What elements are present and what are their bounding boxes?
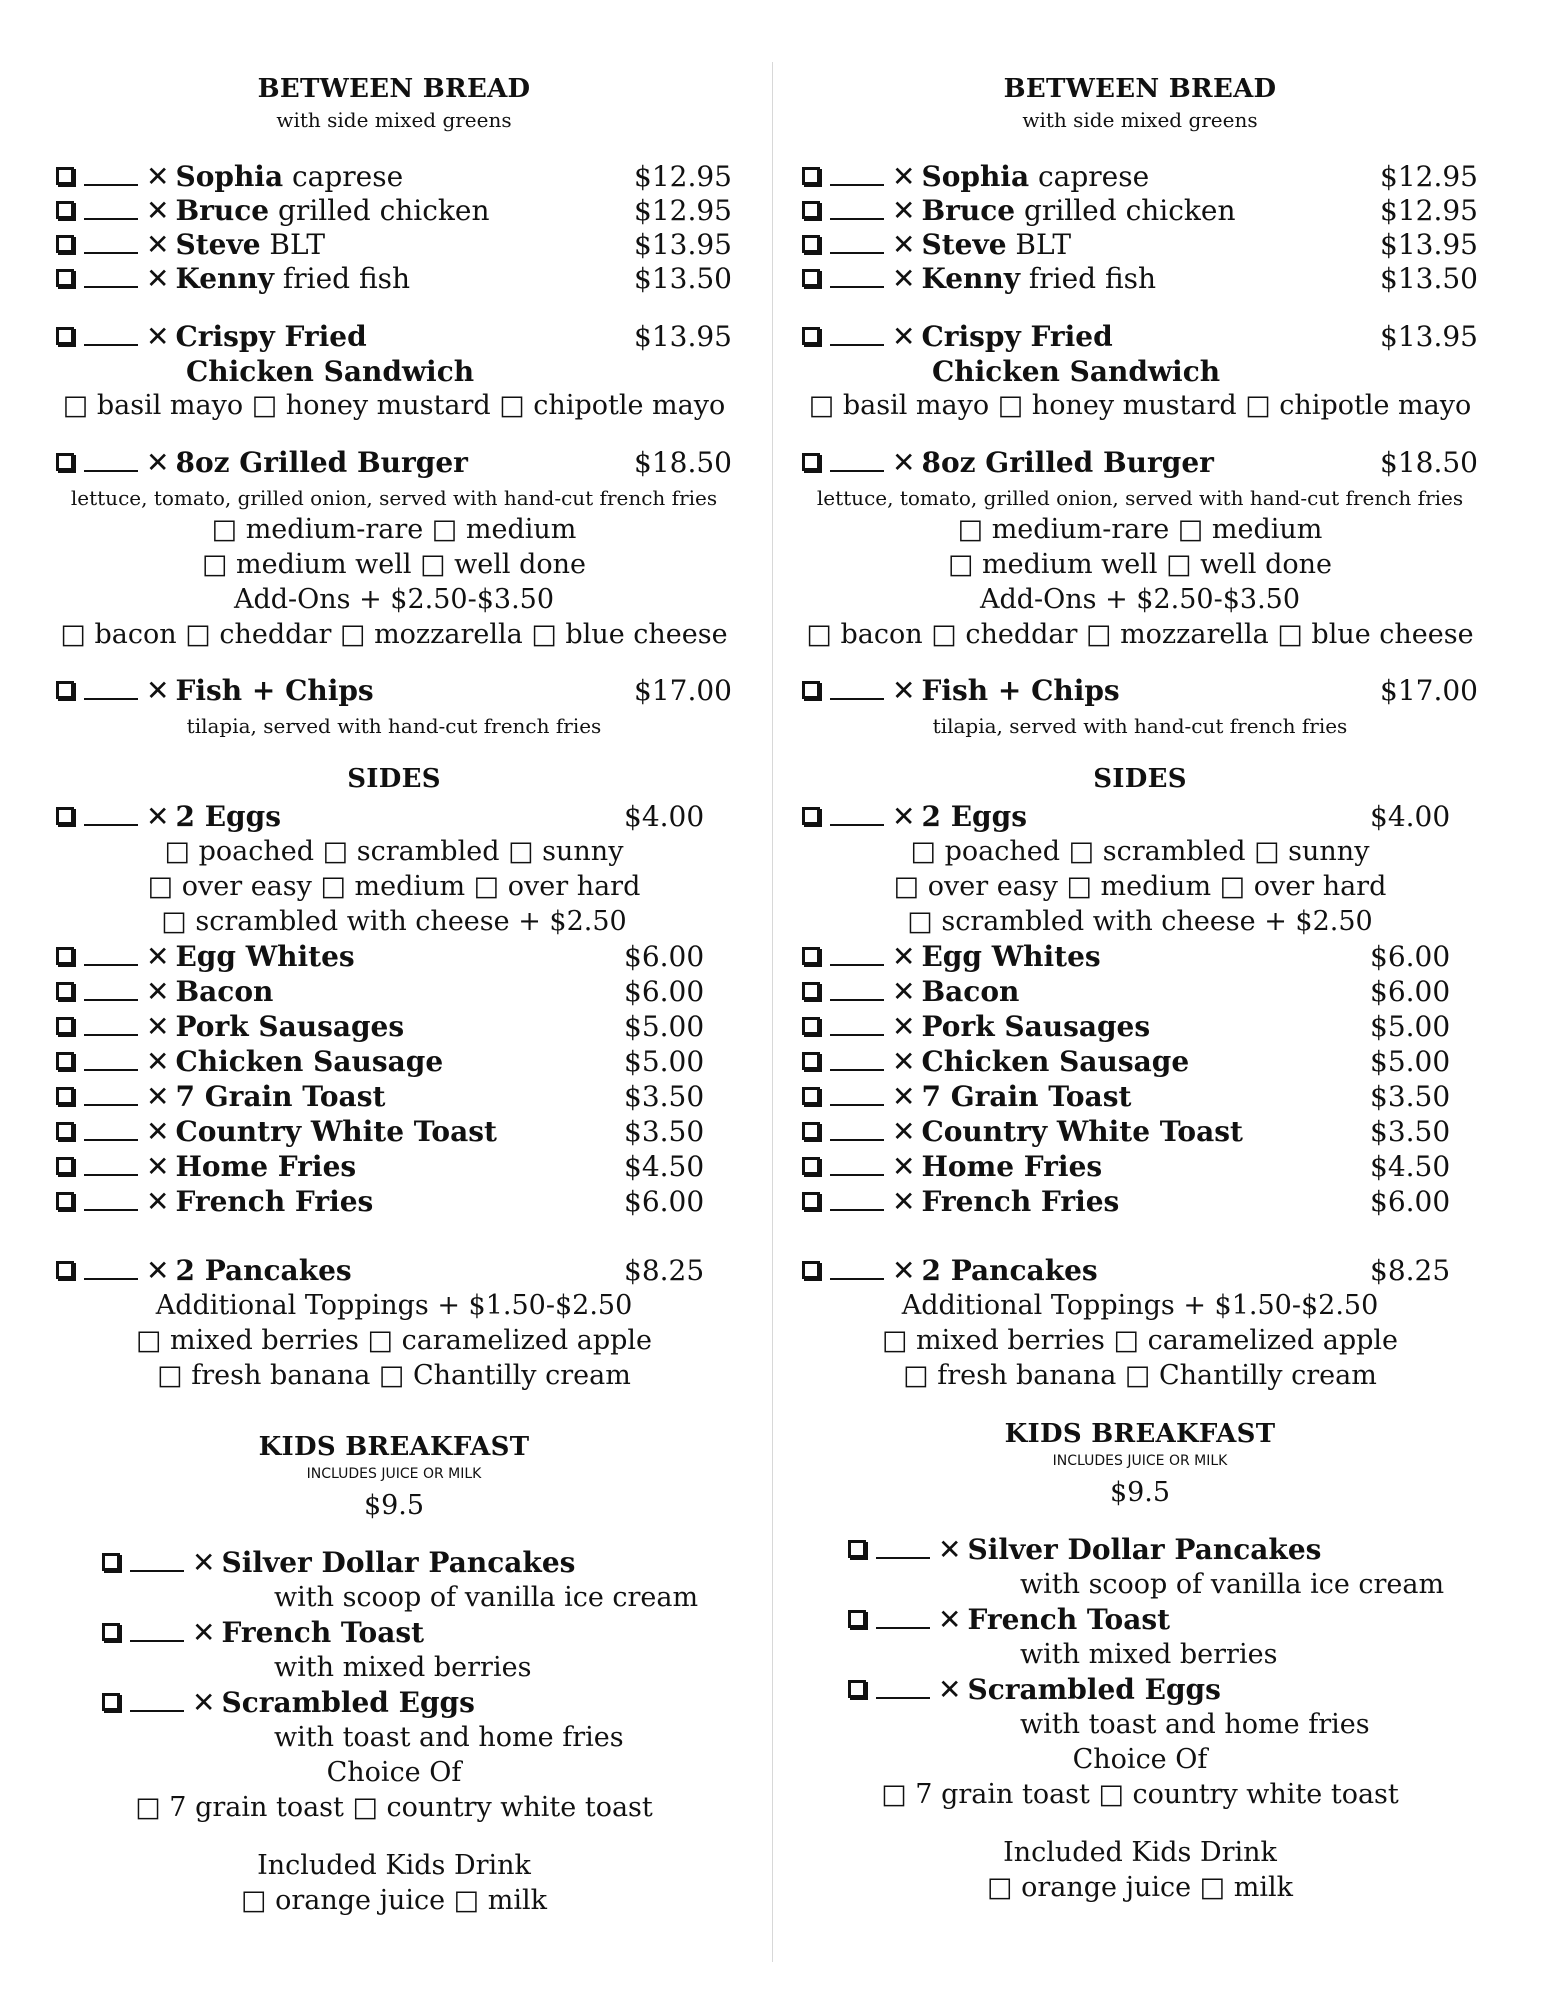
times-icon: ✕ <box>892 446 916 479</box>
kids-item-scrambled-eggs[interactable] <box>848 1673 1221 1707</box>
item-desc: BLT <box>260 228 325 261</box>
pancake-toppings-1[interactable]: □ mixed berries □ caramelized apple <box>135 1325 653 1356</box>
side-item[interactable] <box>802 1115 1451 1149</box>
kids-item-desc: with scoop of vanilla ice cream <box>274 1582 699 1613</box>
quantity-blank[interactable] <box>84 164 138 186</box>
item-name: French Fries <box>175 1185 374 1218</box>
item-name: Country White Toast <box>921 1115 1243 1148</box>
item-desc: fried fish <box>274 262 411 295</box>
menu-item-eggs[interactable] <box>56 800 705 834</box>
item-price: $6.00 <box>1370 940 1451 973</box>
times-icon: ✕ <box>892 1045 916 1078</box>
item-name: Kenny <box>175 262 274 295</box>
item-price: $4.00 <box>624 800 705 833</box>
item-price: $3.50 <box>1370 1115 1451 1148</box>
kids-item-desc: with toast and home fries <box>1020 1709 1370 1740</box>
menu-item-crispy-chicken[interactable] <box>56 320 732 354</box>
item-name: 2 Pancakes <box>175 1254 352 1287</box>
side-item[interactable] <box>802 1080 1451 1114</box>
checkbox-icon[interactable] <box>802 1157 820 1175</box>
quantity-blank[interactable] <box>830 979 884 1001</box>
quantity-blank[interactable] <box>130 1550 184 1572</box>
item-name: Sophia <box>175 160 284 193</box>
item-desc: BLT <box>1006 228 1071 261</box>
times-icon: ✕ <box>146 228 170 261</box>
quantity-blank[interactable] <box>830 324 884 346</box>
burger-temp-options-1[interactable]: □ medium-rare □ medium <box>211 514 577 545</box>
item-name: Chicken Sausage <box>921 1045 1190 1078</box>
quantity-blank[interactable] <box>84 1084 138 1106</box>
item-price: $12.95 <box>1380 194 1478 227</box>
item-price: $6.00 <box>624 940 705 973</box>
item-name: Steve <box>175 228 261 261</box>
kids-title: KIDS BREAKFAST <box>258 1432 530 1462</box>
burger-temp-options-2[interactable]: □ medium well □ well done <box>201 549 587 580</box>
times-icon: ✕ <box>146 160 170 193</box>
item-name: Pork Sausages <box>921 1010 1151 1043</box>
kids-choice-label: Choice Of <box>326 1757 462 1788</box>
quantity-blank[interactable] <box>84 450 138 472</box>
fish-description: tilapia, served with hand-cut french fries <box>932 714 1348 738</box>
quantity-blank[interactable] <box>830 198 884 220</box>
checkbox-icon[interactable] <box>802 982 820 1000</box>
checkbox-icon[interactable] <box>56 201 74 219</box>
kids-item-french-toast[interactable] <box>848 1603 1170 1637</box>
item-price: $17.00 <box>1380 674 1478 707</box>
sauce-options[interactable]: □ basil mayo □ honey mustard □ chipotle mayo <box>62 390 726 421</box>
menu-item-eggs[interactable] <box>802 800 1451 834</box>
item-price: $8.25 <box>1370 1254 1451 1287</box>
checkbox-icon[interactable] <box>802 269 820 287</box>
item-name: Scrambled Eggs <box>967 1673 1221 1706</box>
item-price: $8.25 <box>624 1254 705 1287</box>
burger-description: lettuce, tomato, grilled onion, served with hand-cut french fries <box>70 486 718 510</box>
item-price: $18.50 <box>1380 446 1478 479</box>
side-item[interactable] <box>56 1185 705 1219</box>
quantity-blank[interactable] <box>830 1049 884 1071</box>
side-item[interactable] <box>56 940 705 974</box>
side-item[interactable] <box>802 1185 1451 1219</box>
item-name: French Toast <box>221 1616 425 1649</box>
quantity-blank[interactable] <box>84 324 138 346</box>
checkbox-icon[interactable] <box>802 681 820 699</box>
times-icon: ✕ <box>146 800 170 833</box>
item-price: $18.50 <box>634 446 732 479</box>
quantity-blank[interactable] <box>84 678 138 700</box>
checkbox-icon[interactable] <box>802 453 820 471</box>
kids-item-scrambled-eggs[interactable] <box>102 1686 475 1720</box>
quantity-blank[interactable] <box>876 1677 930 1699</box>
kids-subtitle: INCLUDES JUICE OR MILK <box>306 1466 482 1482</box>
kids-item-silver-dollar[interactable] <box>102 1546 575 1580</box>
times-icon: ✕ <box>146 1080 170 1113</box>
item-price: $12.95 <box>634 160 732 193</box>
sides-title: SIDES <box>1093 764 1187 794</box>
kids-drink-options[interactable]: □ orange juice □ milk <box>987 1872 1293 1903</box>
item-price: $4.50 <box>1370 1150 1451 1183</box>
times-icon: ✕ <box>146 1254 170 1287</box>
quantity-blank[interactable] <box>876 1537 930 1559</box>
side-item[interactable] <box>802 975 1451 1009</box>
times-icon: ✕ <box>892 262 916 295</box>
quantity-blank[interactable] <box>876 1607 930 1629</box>
times-icon: ✕ <box>892 674 916 707</box>
times-icon: ✕ <box>146 940 170 973</box>
pancake-toppings-1[interactable]: □ mixed berries □ caramelized apple <box>881 1325 1399 1356</box>
menu-item-kenny[interactable] <box>802 262 1478 296</box>
menu-item-fish-chips[interactable] <box>802 674 1478 708</box>
menu-item-sophia[interactable] <box>802 160 1478 194</box>
item-name: Fish + Chips <box>921 674 1120 707</box>
item-name: 8oz Grilled Burger <box>921 446 1214 479</box>
quantity-blank[interactable] <box>84 944 138 966</box>
times-icon: ✕ <box>146 674 170 707</box>
kids-choice-label: Choice Of <box>1072 1744 1208 1775</box>
quantity-blank[interactable] <box>84 1189 138 1211</box>
burger-temp-options-2[interactable]: □ medium well □ well done <box>947 549 1333 580</box>
kids-item-desc: with toast and home fries <box>274 1722 624 1753</box>
kids-price: $9.5 <box>363 1490 425 1521</box>
burger-temp-options-1[interactable]: □ medium-rare □ medium <box>957 514 1323 545</box>
quantity-blank[interactable] <box>830 1084 884 1106</box>
item-price: $6.00 <box>1370 1185 1451 1218</box>
item-price: $13.95 <box>1380 320 1478 353</box>
menu-item-bruce[interactable] <box>802 194 1478 228</box>
item-name: Steve <box>921 228 1007 261</box>
checkbox-icon[interactable] <box>56 269 74 287</box>
item-name: Bacon <box>921 975 1020 1008</box>
burger-addon-options[interactable]: □ bacon □ cheddar □ mozzarella □ blue cheese <box>60 619 728 650</box>
quantity-blank[interactable] <box>830 1189 884 1211</box>
checkbox-icon[interactable] <box>102 1553 120 1571</box>
item-price: $13.95 <box>634 228 732 261</box>
checkbox-icon[interactable] <box>802 1192 820 1210</box>
fish-description: tilapia, served with hand-cut french fries <box>186 714 602 738</box>
item-name: Crispy Fried <box>921 320 1113 353</box>
item-name: Pork Sausages <box>175 1010 405 1043</box>
menu-item-pancakes[interactable] <box>802 1254 1451 1288</box>
item-name: Kenny <box>921 262 1020 295</box>
checkbox-icon[interactable] <box>802 947 820 965</box>
kids-item-french-toast[interactable] <box>102 1616 424 1650</box>
item-price: $5.00 <box>624 1010 705 1043</box>
checkbox-icon[interactable] <box>56 982 74 1000</box>
item-name: 2 Eggs <box>921 800 1027 833</box>
checkbox-icon[interactable] <box>848 1680 866 1698</box>
checkbox-icon[interactable] <box>56 681 74 699</box>
checkbox-icon[interactable] <box>848 1610 866 1628</box>
checkbox-icon[interactable] <box>56 1087 74 1105</box>
item-name: Egg Whites <box>175 940 355 973</box>
pancake-toppings-label: Additional Toppings + $1.50-$2.50 <box>155 1290 633 1321</box>
kids-price: $9.5 <box>1109 1477 1171 1508</box>
times-icon: ✕ <box>892 1150 916 1183</box>
menu-item-kenny[interactable] <box>56 262 732 296</box>
item-price: $5.00 <box>1370 1045 1451 1078</box>
egg-options-2[interactable]: □ over easy □ medium □ over hard <box>893 871 1387 902</box>
kids-item-desc: with scoop of vanilla ice cream <box>1020 1569 1445 1600</box>
times-icon: ✕ <box>146 1185 170 1218</box>
item-price: $6.00 <box>1370 975 1451 1008</box>
item-name: Home Fries <box>921 1150 1103 1183</box>
checkbox-icon[interactable] <box>802 1122 820 1140</box>
side-item[interactable] <box>56 1045 705 1079</box>
times-icon: ✕ <box>938 1533 962 1566</box>
burger-description: lettuce, tomato, grilled onion, served with hand-cut french fries <box>816 486 1464 510</box>
quantity-blank[interactable] <box>830 1154 884 1176</box>
menu-item-sophia[interactable] <box>56 160 732 194</box>
quantity-blank[interactable] <box>84 1049 138 1071</box>
quantity-blank[interactable] <box>830 232 884 254</box>
side-item[interactable] <box>56 1010 705 1044</box>
item-name: Bruce <box>921 194 1016 227</box>
quantity-blank[interactable] <box>830 1258 884 1280</box>
item-price: $5.00 <box>624 1045 705 1078</box>
item-price: $12.95 <box>634 194 732 227</box>
item-desc: grilled chicken <box>269 194 490 227</box>
quantity-blank[interactable] <box>84 1258 138 1280</box>
times-icon: ✕ <box>146 320 170 353</box>
checkbox-icon[interactable] <box>56 453 74 471</box>
times-icon: ✕ <box>892 975 916 1008</box>
menu-item-crispy-chicken[interactable] <box>802 320 1478 354</box>
pancake-toppings-2[interactable]: □ fresh banana □ Chantilly cream <box>157 1360 631 1391</box>
times-icon: ✕ <box>146 975 170 1008</box>
item-name: Bruce <box>175 194 270 227</box>
times-icon: ✕ <box>892 228 916 261</box>
side-item[interactable] <box>802 1045 1451 1079</box>
item-name: 8oz Grilled Burger <box>175 446 468 479</box>
checkbox-icon[interactable] <box>802 1017 820 1035</box>
item-desc: caprese <box>1029 160 1150 193</box>
item-name: 2 Pancakes <box>921 1254 1098 1287</box>
checkbox-icon[interactable] <box>56 1122 74 1140</box>
item-name: Silver Dollar Pancakes <box>221 1546 576 1579</box>
checkbox-icon[interactable] <box>56 1261 74 1279</box>
item-name: 7 Grain Toast <box>921 1080 1132 1113</box>
item-price: $5.00 <box>1370 1010 1451 1043</box>
checkbox-icon[interactable] <box>802 807 820 825</box>
quantity-blank[interactable] <box>830 1014 884 1036</box>
times-icon: ✕ <box>146 1150 170 1183</box>
times-icon: ✕ <box>938 1673 962 1706</box>
times-icon: ✕ <box>892 194 916 227</box>
side-item[interactable] <box>56 1115 705 1149</box>
side-item[interactable] <box>802 1010 1451 1044</box>
item-name: Crispy Fried <box>175 320 367 353</box>
menu-item-steve[interactable] <box>802 228 1478 262</box>
item-name: Chicken Sausage <box>175 1045 444 1078</box>
kids-choice-options[interactable]: □ 7 grain toast □ country white toast <box>881 1779 1399 1810</box>
times-icon: ✕ <box>146 446 170 479</box>
menu-item-pancakes[interactable] <box>56 1254 705 1288</box>
between-bread-subtitle: with side mixed greens <box>276 108 512 132</box>
quantity-blank[interactable] <box>830 164 884 186</box>
menu-item-steve[interactable] <box>56 228 732 262</box>
times-icon: ✕ <box>892 940 916 973</box>
between-bread-title: BETWEEN BREAD <box>1003 74 1277 104</box>
item-desc: fried fish <box>1020 262 1157 295</box>
checkbox-icon[interactable] <box>56 1052 74 1070</box>
kids-drink-label: Included Kids Drink <box>1003 1837 1277 1868</box>
times-icon: ✕ <box>892 800 916 833</box>
kids-drink-options[interactable]: □ orange juice □ milk <box>241 1885 547 1916</box>
side-item[interactable] <box>56 1150 705 1184</box>
times-icon: ✕ <box>892 320 916 353</box>
quantity-blank[interactable] <box>84 1014 138 1036</box>
quantity-blank[interactable] <box>830 944 884 966</box>
item-name: Scrambled Eggs <box>221 1686 475 1719</box>
times-icon: ✕ <box>192 1546 216 1579</box>
menu-item-fish-chips[interactable] <box>56 674 732 708</box>
quantity-blank[interactable] <box>84 232 138 254</box>
checkbox-icon[interactable] <box>56 327 74 345</box>
quantity-blank[interactable] <box>84 198 138 220</box>
item-price: $13.95 <box>634 320 732 353</box>
side-item[interactable] <box>802 1150 1451 1184</box>
checkbox-icon[interactable] <box>802 201 820 219</box>
egg-options-2[interactable]: □ over easy □ medium □ over hard <box>147 871 641 902</box>
item-name: Fish + Chips <box>175 674 374 707</box>
kids-choice-options[interactable]: □ 7 grain toast □ country white toast <box>135 1792 653 1823</box>
kids-subtitle: INCLUDES JUICE OR MILK <box>1052 1453 1228 1469</box>
item-price: $17.00 <box>634 674 732 707</box>
times-icon: ✕ <box>146 1115 170 1148</box>
quantity-blank[interactable] <box>830 266 884 288</box>
quantity-blank[interactable] <box>84 266 138 288</box>
checkbox-icon[interactable] <box>56 1192 74 1210</box>
between-bread-title: BETWEEN BREAD <box>257 74 531 104</box>
checkbox-icon[interactable] <box>56 1157 74 1175</box>
item-desc: grilled chicken <box>1015 194 1236 227</box>
item-price: $13.95 <box>1380 228 1478 261</box>
quantity-blank[interactable] <box>830 1119 884 1141</box>
item-price: $6.00 <box>624 1185 705 1218</box>
quantity-blank[interactable] <box>84 1154 138 1176</box>
checkbox-icon[interactable] <box>802 1087 820 1105</box>
menu-column-right <box>746 0 1518 2000</box>
times-icon: ✕ <box>146 1010 170 1043</box>
quantity-blank[interactable] <box>130 1690 184 1712</box>
quantity-blank[interactable] <box>830 678 884 700</box>
item-price: $3.50 <box>624 1080 705 1113</box>
checkbox-icon[interactable] <box>102 1623 120 1641</box>
item-name: French Fries <box>921 1185 1120 1218</box>
menu-item-burger[interactable] <box>56 446 732 480</box>
times-icon: ✕ <box>192 1616 216 1649</box>
item-name-continued: Chicken Sandwich <box>186 355 475 388</box>
kids-item-desc: with mixed berries <box>274 1652 532 1683</box>
burger-addon-options[interactable]: □ bacon □ cheddar □ mozzarella □ blue cheese <box>806 619 1474 650</box>
item-name: French Toast <box>967 1603 1171 1636</box>
item-name: Country White Toast <box>175 1115 497 1148</box>
quantity-blank[interactable] <box>84 804 138 826</box>
item-name: 7 Grain Toast <box>175 1080 386 1113</box>
kids-item-silver-dollar[interactable] <box>848 1533 1321 1567</box>
kids-title: KIDS BREAKFAST <box>1004 1419 1276 1449</box>
checkbox-icon[interactable] <box>848 1540 866 1558</box>
checkbox-icon[interactable] <box>56 235 74 253</box>
checkbox-icon[interactable] <box>802 167 820 185</box>
item-price: $12.95 <box>1380 160 1478 193</box>
times-icon: ✕ <box>146 1045 170 1078</box>
pancake-toppings-2[interactable]: □ fresh banana □ Chantilly cream <box>903 1360 1377 1391</box>
item-name: Egg Whites <box>921 940 1101 973</box>
sauce-options[interactable]: □ basil mayo □ honey mustard □ chipotle mayo <box>808 390 1472 421</box>
item-price: $13.50 <box>634 262 732 295</box>
checkbox-icon[interactable] <box>802 1052 820 1070</box>
menu-column-left <box>0 0 772 2000</box>
egg-options-3[interactable]: □ scrambled with cheese + $2.50 <box>907 906 1373 937</box>
times-icon: ✕ <box>938 1603 962 1636</box>
checkbox-icon[interactable] <box>802 235 820 253</box>
side-item[interactable] <box>56 1080 705 1114</box>
item-price: $3.50 <box>1370 1080 1451 1113</box>
times-icon: ✕ <box>146 194 170 227</box>
times-icon: ✕ <box>892 1080 916 1113</box>
checkbox-icon[interactable] <box>56 1017 74 1035</box>
item-name: Silver Dollar Pancakes <box>967 1533 1322 1566</box>
item-price: $3.50 <box>624 1115 705 1148</box>
times-icon: ✕ <box>192 1686 216 1719</box>
kids-drink-label: Included Kids Drink <box>257 1850 531 1881</box>
item-name: Home Fries <box>175 1150 357 1183</box>
egg-options-1[interactable]: □ poached □ scrambled □ sunny <box>910 836 1370 867</box>
times-icon: ✕ <box>892 1185 916 1218</box>
item-name-continued: Chicken Sandwich <box>932 355 1221 388</box>
times-icon: ✕ <box>892 1115 916 1148</box>
item-price: $4.50 <box>624 1150 705 1183</box>
egg-options-1[interactable]: □ poached □ scrambled □ sunny <box>164 836 624 867</box>
sides-title: SIDES <box>347 764 441 794</box>
times-icon: ✕ <box>892 1254 916 1287</box>
checkbox-icon[interactable] <box>802 327 820 345</box>
quantity-blank[interactable] <box>84 979 138 1001</box>
quantity-blank[interactable] <box>84 1119 138 1141</box>
quantity-blank[interactable] <box>830 450 884 472</box>
item-desc: caprese <box>283 160 404 193</box>
egg-options-3[interactable]: □ scrambled with cheese + $2.50 <box>161 906 627 937</box>
side-item[interactable] <box>56 975 705 1009</box>
times-icon: ✕ <box>892 160 916 193</box>
checkbox-icon[interactable] <box>56 167 74 185</box>
item-price: $13.50 <box>1380 262 1478 295</box>
times-icon: ✕ <box>892 1010 916 1043</box>
between-bread-subtitle: with side mixed greens <box>1022 108 1258 132</box>
item-name: Sophia <box>921 160 1030 193</box>
item-price: $4.00 <box>1370 800 1451 833</box>
item-price: $6.00 <box>624 975 705 1008</box>
checkbox-icon[interactable] <box>802 1261 820 1279</box>
quantity-blank[interactable] <box>830 804 884 826</box>
times-icon: ✕ <box>146 262 170 295</box>
pancake-toppings-label: Additional Toppings + $1.50-$2.50 <box>901 1290 1379 1321</box>
burger-addons-label: Add-Ons + $2.50-$3.50 <box>233 584 555 615</box>
side-item[interactable] <box>802 940 1451 974</box>
item-name: Bacon <box>175 975 274 1008</box>
burger-addons-label: Add-Ons + $2.50-$3.50 <box>979 584 1301 615</box>
menu-item-burger[interactable] <box>802 446 1478 480</box>
quantity-blank[interactable] <box>130 1620 184 1642</box>
kids-item-desc: with mixed berries <box>1020 1639 1278 1670</box>
checkbox-icon[interactable] <box>56 807 74 825</box>
checkbox-icon[interactable] <box>56 947 74 965</box>
checkbox-icon[interactable] <box>102 1693 120 1711</box>
item-name: 2 Eggs <box>175 800 281 833</box>
menu-item-bruce[interactable] <box>56 194 732 228</box>
